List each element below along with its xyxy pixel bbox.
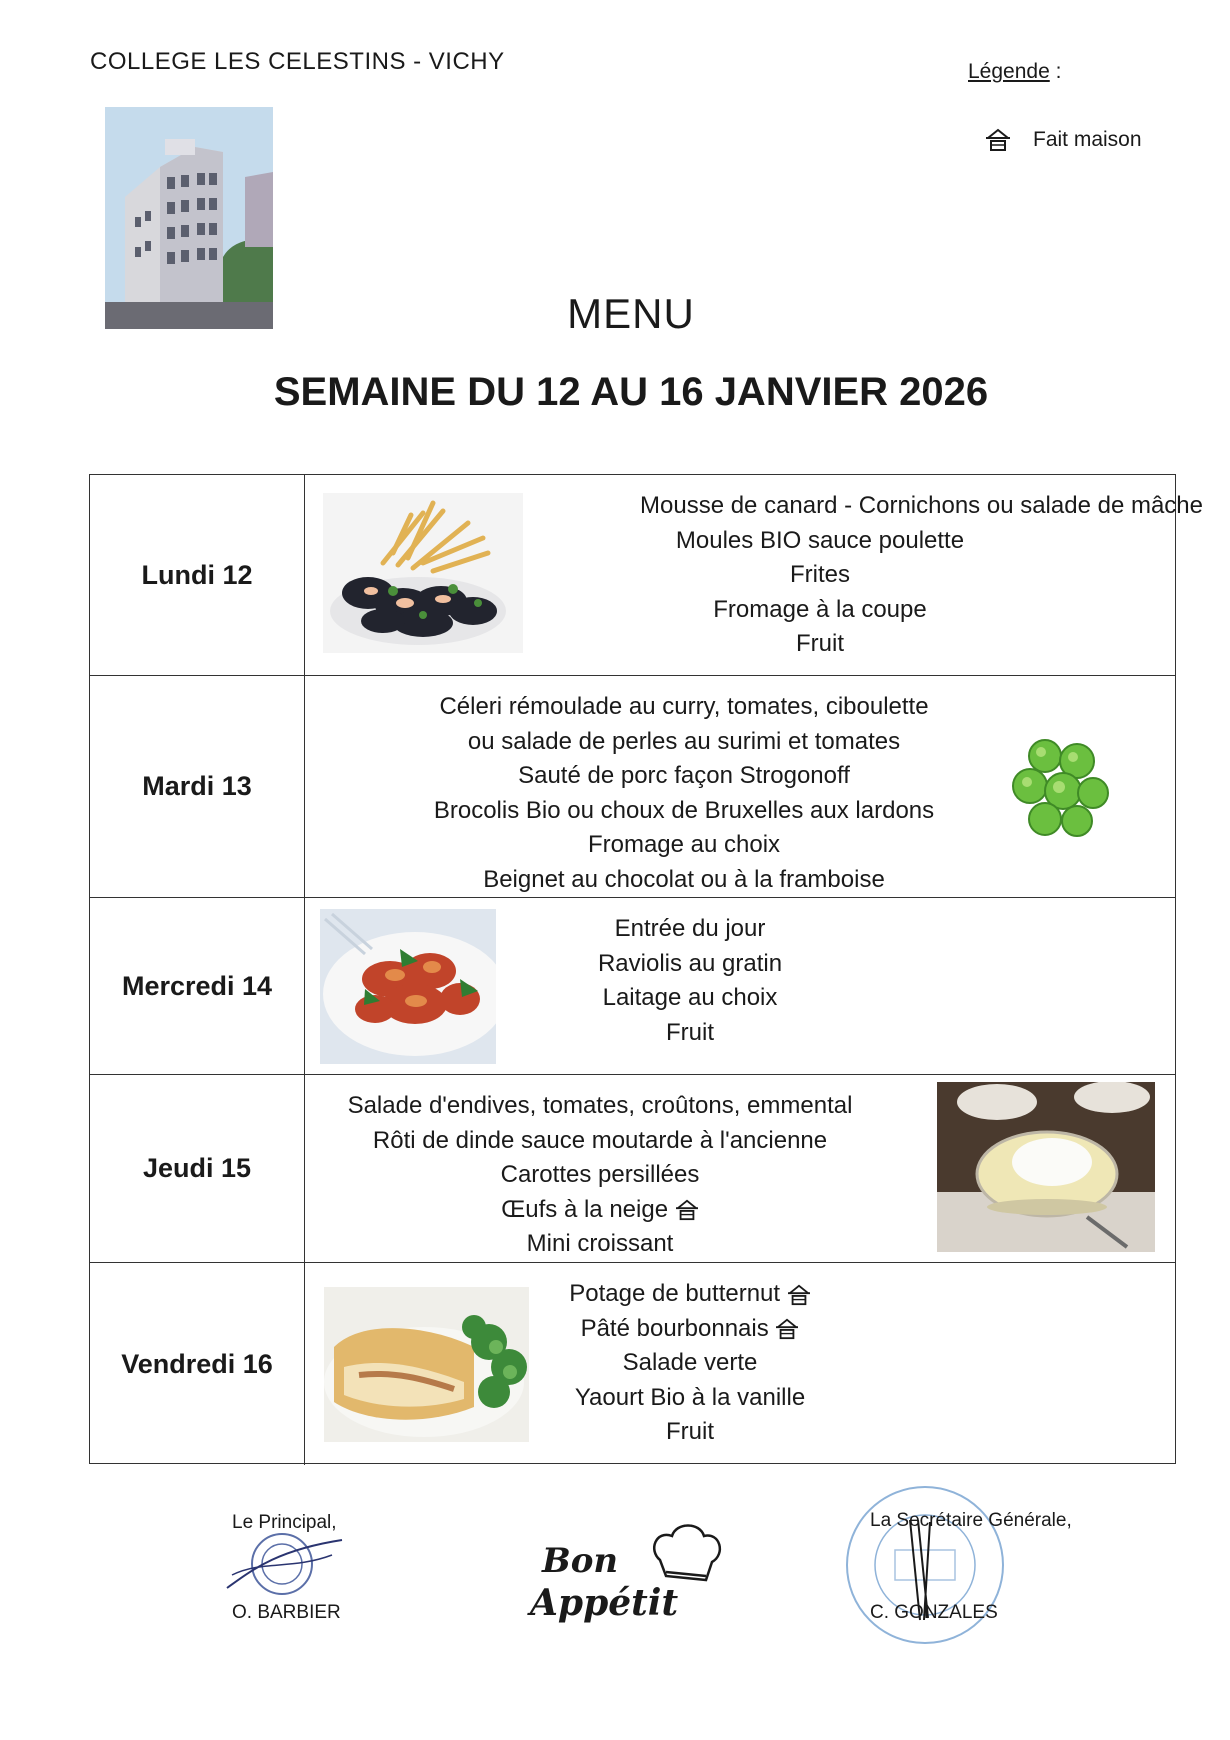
day-label: Vendredi 16 bbox=[90, 1263, 305, 1465]
legend-title-colon: : bbox=[1049, 60, 1062, 83]
principal-stamp-signature bbox=[222, 1530, 352, 1600]
dish-item-homemade bbox=[320, 1193, 880, 1228]
dish-item: Mousse de canard - Cornichons ou salade de mâche bbox=[640, 492, 1203, 519]
dish-item: Mini croissant bbox=[526, 1230, 674, 1257]
house-icon bbox=[985, 128, 1011, 152]
dish-item: Fruit bbox=[666, 1418, 714, 1445]
dish-item: Brocolis Bio ou choux de Bruxelles aux lardons bbox=[433, 796, 935, 824]
dish-list-inner bbox=[304, 690, 1064, 897]
school-name: COLLEGE LES CELESTINS - VICHY bbox=[90, 48, 505, 75]
mussels-fries-photo bbox=[323, 493, 523, 653]
homemade-icon bbox=[675, 1199, 699, 1221]
day-label: Jeudi 15 bbox=[90, 1075, 305, 1262]
dish-list bbox=[540, 1277, 840, 1450]
dish-item: Pâté bourbonnais bbox=[580, 1314, 769, 1342]
dish-item: Potage de butternut bbox=[569, 1280, 781, 1307]
dish-item-homemade bbox=[540, 1312, 840, 1347]
day-row-tuesday bbox=[90, 676, 1175, 898]
day-row-friday bbox=[90, 1263, 1175, 1465]
principal-name: O. BARBIER bbox=[232, 1602, 341, 1623]
dish-item-homemade bbox=[540, 1277, 840, 1312]
bon-appetit-line2: Appétit bbox=[530, 1582, 679, 1624]
chef-hat-icon bbox=[654, 1526, 720, 1581]
day-label: Mercredi 14 bbox=[90, 898, 305, 1074]
dish-item: Rôti de dinde sauce moutarde à l'ancienne bbox=[372, 1126, 828, 1154]
principal-label: Le Principal, bbox=[232, 1512, 337, 1533]
homemade-icon bbox=[775, 1318, 799, 1340]
day-label: Lundi 12 bbox=[90, 475, 305, 675]
college-stamp bbox=[840, 1480, 1010, 1650]
legend-item-label: Fait maison bbox=[1033, 128, 1142, 151]
ravioli-photo bbox=[320, 909, 496, 1064]
dish-item: Fruit bbox=[796, 630, 844, 657]
dish-item: Moules BIO sauce poulette bbox=[675, 526, 965, 554]
brussels-sprouts-photo bbox=[1005, 731, 1115, 841]
dish-list bbox=[320, 1089, 880, 1262]
menu-table bbox=[89, 474, 1203, 1464]
homemade-icon bbox=[787, 1284, 811, 1306]
dish-list bbox=[560, 489, 1203, 662]
pate-bourbonnais-photo bbox=[324, 1287, 529, 1442]
dish-list bbox=[540, 912, 840, 1050]
dish-item: Œufs à la neige bbox=[501, 1195, 669, 1223]
legend-title bbox=[968, 60, 1061, 84]
dish-item: Entrée du jour bbox=[614, 915, 766, 942]
dish-item: Fromage au choix bbox=[587, 831, 781, 858]
dish-item: Raviolis au gratin bbox=[597, 949, 783, 977]
day-row-monday bbox=[90, 475, 1203, 676]
week-title: SEMAINE DU 12 AU 16 JANVIER 2026 bbox=[273, 370, 989, 414]
dish-item: ou salade de perles au surimi et tomates bbox=[467, 727, 901, 755]
dish-item: Carottes persillées bbox=[500, 1161, 700, 1188]
dish-item: Fromage à la coupe bbox=[713, 595, 927, 623]
menu-title: MENU bbox=[567, 290, 695, 337]
bon-appetit-logo bbox=[520, 1520, 740, 1630]
day-row-thursday bbox=[90, 1075, 1175, 1263]
secretary-name: C. GONZALES bbox=[870, 1602, 998, 1623]
day-label: Mardi 13 bbox=[90, 676, 305, 897]
dish-item: Beignet au chocolat ou à la framboise bbox=[483, 865, 885, 893]
dish-item: Frites bbox=[790, 561, 850, 588]
bon-appetit-line1: Bon bbox=[542, 1541, 619, 1581]
dish-item: Yaourt Bio à la vanille bbox=[574, 1383, 806, 1411]
dish-item: Céleri rémoulade au curry, tomates, ciboulette bbox=[439, 693, 929, 720]
day-row-wednesday bbox=[90, 898, 1175, 1075]
dish-item: Sauté de porc façon Strogonoff bbox=[518, 762, 850, 789]
oeufs-neige-photo bbox=[937, 1082, 1155, 1252]
dish-item: Fruit bbox=[666, 1018, 714, 1046]
dish-item: Laitage au choix bbox=[602, 984, 778, 1011]
secretary-label: La Secrétaire Générale, bbox=[870, 1510, 1072, 1531]
legend-item bbox=[985, 128, 1142, 152]
legend-title-text: Légende bbox=[968, 60, 1050, 83]
dish-item: Salade d'endives, tomates, croûtons, emmental bbox=[347, 1092, 853, 1119]
dish-item: Salade verte bbox=[622, 1349, 758, 1376]
